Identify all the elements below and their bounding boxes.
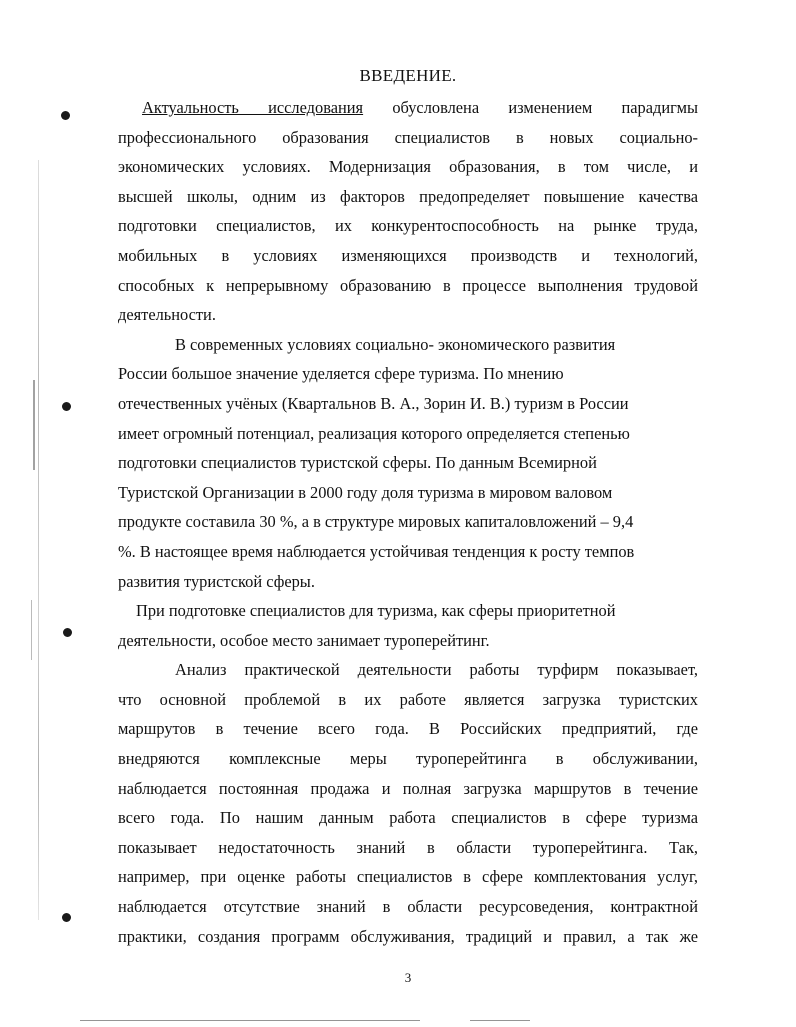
- paragraph-line: практики, создания программ обслуживания, традиций и правил, а так же: [118, 926, 698, 946]
- binding-edge-line: [38, 160, 39, 920]
- punch-hole-icon: [63, 628, 72, 637]
- paragraph-line: деятельности.: [118, 305, 216, 325]
- punch-hole-icon: [62, 913, 71, 922]
- paragraph-line: продукте составила 30 %, а в структуре мировых капиталовложений – 9,4: [118, 512, 634, 532]
- body-text: [118, 93, 698, 951]
- paragraph-line: профессионального образования специалистов в новых социально-: [118, 127, 698, 147]
- paragraph-line: подготовки специалистов, их конкурентоспособность на рынке труда,: [118, 216, 698, 236]
- paragraph-line: например, при оценке работы специалистов в сфере комплектования услуг,: [118, 867, 698, 887]
- paragraph-line: %. В настоящее время наблюдается устойчивая тенденция к росту темпов: [118, 541, 635, 561]
- binding-edge-mark: [33, 380, 35, 470]
- page-title: ВВЕДЕНИЕ.: [359, 66, 457, 85]
- page-number: 3: [404, 970, 412, 985]
- paragraph-line: наблюдается отсутствие знаний в области ресурсоведения, контрактной: [118, 897, 698, 917]
- paragraph-line: Туристской Организации в 2000 году доля туризма в мировом валовом: [118, 482, 613, 502]
- paragraph-line: наблюдается постоянная продажа и полная загрузка маршрутов в течение: [118, 778, 698, 798]
- paragraph-line: имеет огромный потенциал, реализация которого определяется степенью: [118, 423, 630, 443]
- paragraph-line: что основной проблемой в их работе является загрузка туристских: [118, 689, 698, 709]
- paragraph-line: мобильных в условиях изменяющихся производств и технологий,: [118, 245, 698, 265]
- paragraph-line: подготовки специалистов туристской сферы. По данным Всемирной: [118, 453, 597, 473]
- paragraph-line: экономических условиях. Модернизация образования, в том числе, и: [118, 157, 698, 177]
- paragraph-line: развития туристской сферы.: [118, 571, 315, 591]
- paragraph-line: деятельности, особое место занимает туроперейтинг.: [118, 630, 490, 650]
- paragraph-line: всего года. По нашим данным работа специалистов в сфере туризма: [118, 808, 698, 828]
- paragraph-line: показывает недостаточность знаний в области туроперейтинга. Так,: [118, 837, 698, 857]
- punch-hole-icon: [61, 111, 70, 120]
- paragraph-line: отечественных учёных (Квартальнов В. А., Зорин И. В.) туризм в России: [118, 393, 629, 413]
- paragraph-line: высшей школы, одним из факторов предопределяет повышение качества: [118, 186, 698, 206]
- scan-bottom-edge: [80, 1020, 420, 1021]
- paragraph-line: внедряются комплексные меры туроперейтинга в обслуживании,: [118, 749, 698, 769]
- paragraph-line: способных к непрерывному образованию в процессе выполнения трудовой: [118, 275, 698, 295]
- emphasis-lead: Актуальность исследования: [142, 98, 364, 117]
- paragraph-line: В современных условиях социально- экономического развития: [175, 334, 616, 354]
- binding-edge-mark: [31, 600, 32, 660]
- punch-hole-icon: [62, 402, 71, 411]
- paragraph-line: Анализ практической деятельности работы турфирм показывает,: [175, 660, 698, 680]
- paragraph-line: России большое значение уделяется сфере туризма. По мнению: [118, 364, 564, 384]
- paragraph-line: При подготовке специалистов для туризма, как сферы приоритетной: [136, 601, 616, 621]
- paragraph-line: Актуальность исследования обусловлена изменением парадигмы: [142, 98, 698, 117]
- paragraph-line: маршрутов в течение всего года. В Российских предприятий, где: [118, 719, 698, 739]
- scan-bottom-edge: [470, 1020, 530, 1021]
